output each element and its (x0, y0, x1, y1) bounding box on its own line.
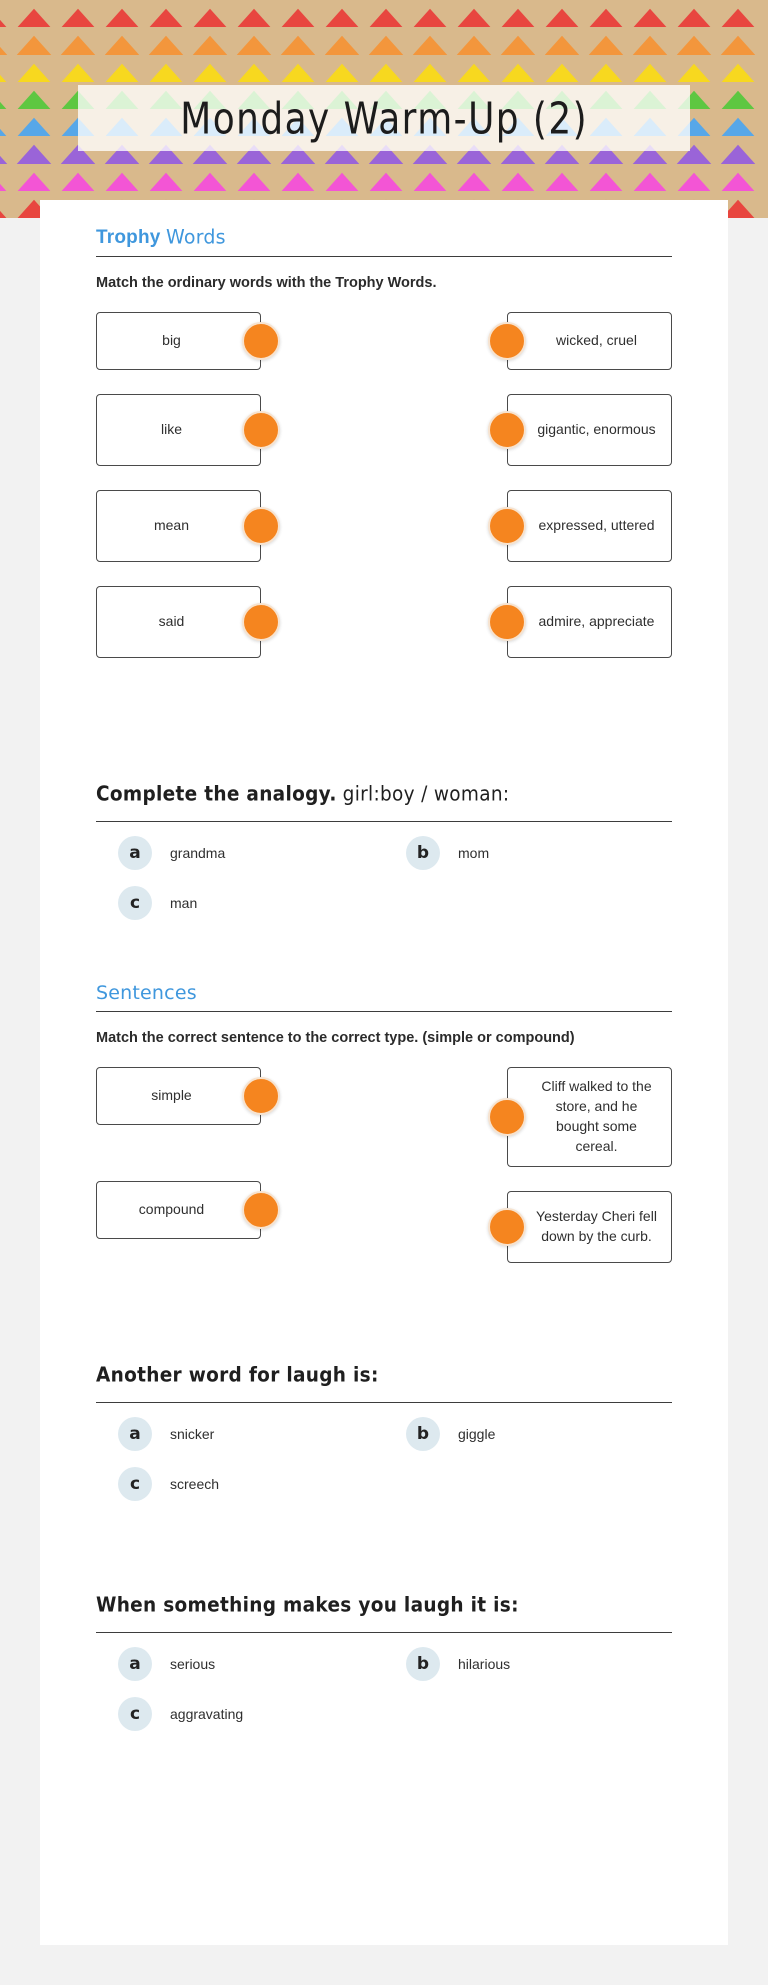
option-bullet: b (406, 836, 440, 870)
answer-options (96, 1647, 672, 1747)
question-prompt (96, 1364, 672, 1396)
match-box-label: said (96, 586, 261, 658)
worksheet-header-banner (0, 0, 768, 218)
match-grid-sentences (96, 1067, 672, 1287)
match-connector-dot[interactable] (242, 322, 280, 360)
match-item[interactable] (96, 1181, 261, 1239)
worksheet-card (40, 200, 728, 1945)
match-item[interactable] (507, 586, 672, 658)
question-prompt (96, 1594, 672, 1626)
question-analogy (96, 783, 672, 936)
heading-hand-text: Words (166, 225, 226, 249)
match-box-label: Yesterday Cheri fell down by the curb. (507, 1191, 672, 1263)
match-box-label: gigantic, enormous (507, 394, 672, 466)
option-bullet: a (118, 1417, 152, 1451)
match-item[interactable] (96, 394, 261, 466)
question-prompt (96, 783, 672, 815)
option-bullet: b (406, 1647, 440, 1681)
spacer (96, 1517, 672, 1563)
instruction-trophy-words: Match the ordinary words with the Trophy Words. (96, 275, 437, 291)
match-connector-dot[interactable] (242, 507, 280, 545)
match-box-label: wicked, cruel (507, 312, 672, 370)
question-prompt-main: When something makes you laugh it is: (96, 1593, 519, 1617)
page-title: Monday Warm-Up (2) (180, 92, 588, 144)
match-item[interactable] (507, 1067, 672, 1167)
match-connector-dot[interactable] (488, 411, 526, 449)
question-prompt-sub: girl:boy / woman: (342, 783, 510, 807)
match-box-label: admire, appreciate (507, 586, 672, 658)
section-sentences (96, 982, 672, 1287)
match-connector-dot[interactable] (488, 322, 526, 360)
spacer (96, 682, 672, 752)
match-box-label: simple (96, 1067, 261, 1125)
option-label: man (170, 895, 198, 912)
match-column-right (476, 312, 672, 682)
option-bullet: a (118, 836, 152, 870)
answer-option[interactable] (384, 1647, 672, 1681)
match-column-left (96, 312, 292, 682)
match-grid-trophy-words (96, 312, 672, 682)
answer-option[interactable] (96, 836, 384, 870)
match-column-right (476, 1067, 672, 1287)
match-box-label: Cliff walked to the store, and he bought some cereal. (507, 1067, 672, 1167)
match-column-left (96, 1067, 292, 1287)
option-label: hilarious (458, 1655, 511, 1672)
option-bullet: b (406, 1417, 440, 1451)
chevron-row (0, 0, 768, 27)
option-label: aggravating (170, 1705, 244, 1722)
spacer (96, 936, 672, 982)
match-item[interactable] (96, 586, 261, 658)
option-label: grandma (170, 845, 226, 862)
chevron-row (0, 55, 768, 82)
chevron-row (0, 27, 768, 54)
question-prompt-main: Complete the analogy. (96, 783, 337, 807)
question-divider (96, 821, 672, 822)
option-label: giggle (458, 1425, 496, 1442)
answer-option[interactable] (96, 1467, 384, 1501)
instruction-sentences: Match the correct sentence to the correct type. (simple or compound) (96, 1030, 575, 1047)
title-band (78, 85, 690, 151)
match-box-label: expressed, uttered (507, 490, 672, 562)
question-divider (96, 1402, 672, 1403)
match-item[interactable] (96, 312, 261, 370)
question-divider (96, 1632, 672, 1633)
question-another-word-laugh (96, 1363, 672, 1517)
match-item[interactable] (507, 1191, 672, 1263)
match-item[interactable] (507, 312, 672, 370)
answer-options (96, 836, 672, 936)
option-label: serious (170, 1655, 216, 1672)
answer-option[interactable] (96, 1417, 384, 1451)
match-box-label: like (96, 394, 261, 466)
option-bullet: c (118, 1697, 152, 1731)
match-connector-dot[interactable] (488, 603, 526, 641)
match-connector-dot[interactable] (488, 507, 526, 545)
match-box-label: big (96, 312, 261, 370)
answer-options (96, 1417, 672, 1517)
match-connector-dot[interactable] (242, 1191, 280, 1229)
option-bullet: c (118, 886, 152, 920)
section-heading-trophy-words (96, 226, 672, 256)
option-label: screech (170, 1475, 220, 1492)
section-divider (96, 256, 672, 257)
match-box-label: mean (96, 490, 261, 562)
answer-option[interactable] (384, 1417, 672, 1451)
answer-option[interactable] (96, 1697, 384, 1731)
question-prompt-main: Another word for laugh is: (96, 1363, 379, 1387)
option-label: mom (458, 845, 490, 862)
option-bullet: a (118, 1647, 152, 1681)
spacer (96, 1287, 672, 1333)
match-connector-dot[interactable] (242, 1077, 280, 1115)
section-trophy-words (96, 226, 672, 682)
match-box-label: compound (96, 1181, 261, 1239)
match-item[interactable] (507, 394, 672, 466)
heading-bold-text: Trophy (96, 227, 161, 248)
match-connector-dot[interactable] (488, 1098, 526, 1136)
match-connector-dot[interactable] (242, 603, 280, 641)
match-item[interactable] (507, 490, 672, 562)
answer-option[interactable] (384, 836, 672, 870)
match-item[interactable] (96, 1067, 261, 1125)
answer-option[interactable] (96, 886, 384, 920)
match-connector-dot[interactable] (488, 1208, 526, 1246)
question-makes-you-laugh (96, 1593, 672, 1747)
option-bullet: c (118, 1467, 152, 1501)
section-divider (96, 1011, 672, 1012)
chevron-row (0, 164, 768, 191)
match-item[interactable] (96, 490, 261, 562)
section-heading-sentences: Sentences (96, 982, 197, 1005)
answer-option[interactable] (96, 1647, 384, 1681)
option-label: snicker (170, 1425, 215, 1442)
match-connector-dot[interactable] (242, 411, 280, 449)
